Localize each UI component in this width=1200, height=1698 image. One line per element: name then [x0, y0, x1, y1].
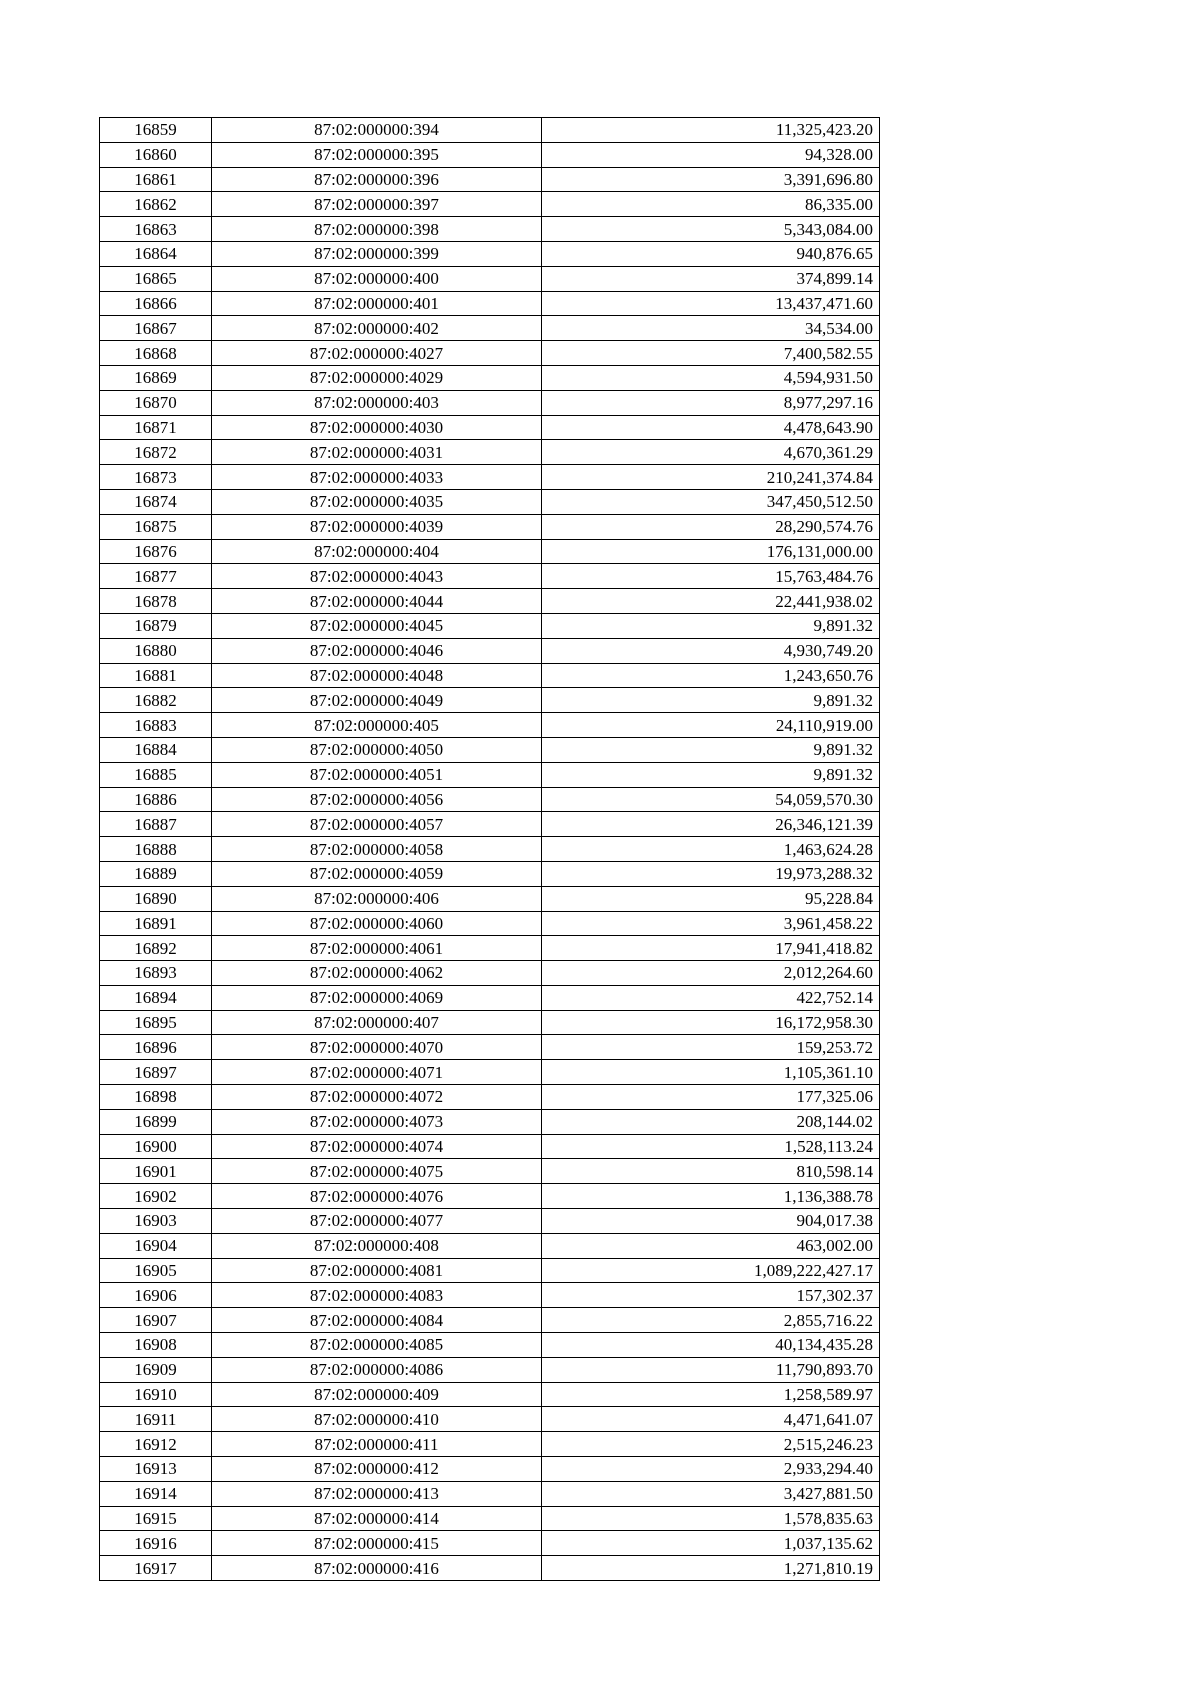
- table-row: [100, 936, 880, 961]
- row-number-cell: 16912: [100, 1432, 212, 1457]
- cadastral-number-cell: 87:02:000000:4043: [212, 564, 542, 589]
- table-row: [100, 415, 880, 440]
- cadastral-number-cell: 87:02:000000:412: [212, 1457, 542, 1482]
- cadastral-number-cell: 87:02:000000:410: [212, 1407, 542, 1432]
- cadastral-number-cell: 87:02:000000:4081: [212, 1258, 542, 1283]
- value-cell: 28,290,574.76: [542, 514, 880, 539]
- row-number-cell: 16911: [100, 1407, 212, 1432]
- table-row: [100, 118, 880, 143]
- table-row: [100, 1481, 880, 1506]
- value-cell: 1,136,388.78: [542, 1184, 880, 1209]
- cadastral-number-cell: 87:02:000000:4030: [212, 415, 542, 440]
- table-row: [100, 1432, 880, 1457]
- table-row: [100, 390, 880, 415]
- cadastral-number-cell: 87:02:000000:4075: [212, 1159, 542, 1184]
- table-row: [100, 1109, 880, 1134]
- table-row: [100, 514, 880, 539]
- cadastral-number-cell: 87:02:000000:4049: [212, 688, 542, 713]
- cadastral-number-cell: 87:02:000000:4074: [212, 1134, 542, 1159]
- cadastral-number-cell: 87:02:000000:4086: [212, 1357, 542, 1382]
- value-cell: 374,899.14: [542, 266, 880, 291]
- value-cell: 11,790,893.70: [542, 1357, 880, 1382]
- row-number-cell: 16886: [100, 787, 212, 812]
- row-number-cell: 16862: [100, 192, 212, 217]
- value-cell: 810,598.14: [542, 1159, 880, 1184]
- table-row: [100, 1134, 880, 1159]
- value-cell: 11,325,423.20: [542, 118, 880, 143]
- value-cell: 34,534.00: [542, 316, 880, 341]
- value-cell: 347,450,512.50: [542, 489, 880, 514]
- value-cell: 1,258,589.97: [542, 1382, 880, 1407]
- row-number-cell: 16864: [100, 241, 212, 266]
- row-number-cell: 16906: [100, 1283, 212, 1308]
- table-row: [100, 1085, 880, 1110]
- value-cell: 940,876.65: [542, 241, 880, 266]
- table-row: [100, 985, 880, 1010]
- cadastral-number-cell: 87:02:000000:4048: [212, 663, 542, 688]
- cadastral-number-cell: 87:02:000000:399: [212, 241, 542, 266]
- row-number-cell: 16860: [100, 142, 212, 167]
- row-number-cell: 16901: [100, 1159, 212, 1184]
- value-cell: 1,271,810.19: [542, 1556, 880, 1581]
- table-row: [100, 787, 880, 812]
- row-number-cell: 16910: [100, 1382, 212, 1407]
- cadastral-number-cell: 87:02:000000:4039: [212, 514, 542, 539]
- row-number-cell: 16872: [100, 440, 212, 465]
- row-number-cell: 16914: [100, 1481, 212, 1506]
- table-row: [100, 217, 880, 242]
- cadastral-number-cell: 87:02:000000:4035: [212, 489, 542, 514]
- value-cell: 2,933,294.40: [542, 1457, 880, 1482]
- row-number-cell: 16916: [100, 1531, 212, 1556]
- cadastral-number-cell: 87:02:000000:4062: [212, 961, 542, 986]
- cadastral-number-cell: 87:02:000000:4056: [212, 787, 542, 812]
- cadastral-number-cell: 87:02:000000:397: [212, 192, 542, 217]
- value-cell: 40,134,435.28: [542, 1333, 880, 1358]
- value-cell: 19,973,288.32: [542, 861, 880, 886]
- value-cell: 17,941,418.82: [542, 936, 880, 961]
- value-cell: 422,752.14: [542, 985, 880, 1010]
- row-number-cell: 16868: [100, 341, 212, 366]
- row-number-cell: 16881: [100, 663, 212, 688]
- value-cell: 22,441,938.02: [542, 589, 880, 614]
- table-row: [100, 737, 880, 762]
- row-number-cell: 16887: [100, 812, 212, 837]
- value-cell: 95,228.84: [542, 886, 880, 911]
- row-number-cell: 16882: [100, 688, 212, 713]
- table-row: [100, 1283, 880, 1308]
- row-number-cell: 16869: [100, 365, 212, 390]
- value-cell: 24,110,919.00: [542, 713, 880, 738]
- value-cell: 1,528,113.24: [542, 1134, 880, 1159]
- row-number-cell: 16892: [100, 936, 212, 961]
- table-row: [100, 316, 880, 341]
- cadastral-number-cell: 87:02:000000:407: [212, 1010, 542, 1035]
- table-row: [100, 440, 880, 465]
- cadastral-number-cell: 87:02:000000:4073: [212, 1109, 542, 1134]
- row-number-cell: 16875: [100, 514, 212, 539]
- cadastral-number-cell: 87:02:000000:413: [212, 1481, 542, 1506]
- row-number-cell: 16893: [100, 961, 212, 986]
- value-cell: 3,391,696.80: [542, 167, 880, 192]
- row-number-cell: 16897: [100, 1060, 212, 1085]
- cadastral-number-cell: 87:02:000000:409: [212, 1382, 542, 1407]
- value-cell: 2,855,716.22: [542, 1308, 880, 1333]
- table-row: [100, 564, 880, 589]
- row-number-cell: 16898: [100, 1085, 212, 1110]
- cadastral-number-cell: 87:02:000000:4027: [212, 341, 542, 366]
- cadastral-number-cell: 87:02:000000:4061: [212, 936, 542, 961]
- row-number-cell: 16880: [100, 638, 212, 663]
- table-row: [100, 291, 880, 316]
- cadastral-number-cell: 87:02:000000:411: [212, 1432, 542, 1457]
- table-row: [100, 1457, 880, 1482]
- cadastral-number-cell: 87:02:000000:401: [212, 291, 542, 316]
- table-row: [100, 266, 880, 291]
- cadastral-number-cell: 87:02:000000:395: [212, 142, 542, 167]
- value-cell: 5,343,084.00: [542, 217, 880, 242]
- cadastral-number-cell: 87:02:000000:414: [212, 1506, 542, 1531]
- table-row: [100, 192, 880, 217]
- row-number-cell: 16904: [100, 1233, 212, 1258]
- row-number-cell: 16908: [100, 1333, 212, 1358]
- table-row: [100, 1333, 880, 1358]
- row-number-cell: 16883: [100, 713, 212, 738]
- table-row: [100, 1159, 880, 1184]
- value-cell: 904,017.38: [542, 1209, 880, 1234]
- table-row: [100, 1556, 880, 1581]
- cadastral-number-cell: 87:02:000000:4069: [212, 985, 542, 1010]
- row-number-cell: 16917: [100, 1556, 212, 1581]
- cadastral-number-cell: 87:02:000000:403: [212, 390, 542, 415]
- table-row: [100, 1233, 880, 1258]
- value-cell: 13,437,471.60: [542, 291, 880, 316]
- row-number-cell: 16915: [100, 1506, 212, 1531]
- cadastral-number-cell: 87:02:000000:4058: [212, 837, 542, 862]
- row-number-cell: 16889: [100, 861, 212, 886]
- row-number-cell: 16902: [100, 1184, 212, 1209]
- table-row: [100, 1308, 880, 1333]
- table-row: [100, 638, 880, 663]
- table-row: [100, 1060, 880, 1085]
- value-cell: 3,961,458.22: [542, 911, 880, 936]
- row-number-cell: 16861: [100, 167, 212, 192]
- value-cell: 1,243,650.76: [542, 663, 880, 688]
- cadastral-number-cell: 87:02:000000:4072: [212, 1085, 542, 1110]
- value-cell: 2,012,264.60: [542, 961, 880, 986]
- table-row: [100, 762, 880, 787]
- row-number-cell: 16867: [100, 316, 212, 341]
- table-row: [100, 341, 880, 366]
- cadastral-number-cell: 87:02:000000:4070: [212, 1035, 542, 1060]
- table-row: [100, 167, 880, 192]
- table-row: [100, 1407, 880, 1432]
- value-cell: 157,302.37: [542, 1283, 880, 1308]
- value-cell: 208,144.02: [542, 1109, 880, 1134]
- table-row: [100, 365, 880, 390]
- value-cell: 7,400,582.55: [542, 341, 880, 366]
- value-cell: 15,763,484.76: [542, 564, 880, 589]
- value-cell: 9,891.32: [542, 613, 880, 638]
- table-row: [100, 241, 880, 266]
- cadastral-number-cell: 87:02:000000:402: [212, 316, 542, 341]
- row-number-cell: 16909: [100, 1357, 212, 1382]
- row-number-cell: 16891: [100, 911, 212, 936]
- row-number-cell: 16878: [100, 589, 212, 614]
- table-row: [100, 861, 880, 886]
- table-row: [100, 886, 880, 911]
- row-number-cell: 16905: [100, 1258, 212, 1283]
- value-cell: 8,977,297.16: [542, 390, 880, 415]
- table-row: [100, 465, 880, 490]
- cadastral-number-cell: 87:02:000000:4051: [212, 762, 542, 787]
- row-number-cell: 16859: [100, 118, 212, 143]
- table-row: [100, 1010, 880, 1035]
- value-cell: 16,172,958.30: [542, 1010, 880, 1035]
- cadastral-number-cell: 87:02:000000:415: [212, 1531, 542, 1556]
- row-number-cell: 16888: [100, 837, 212, 862]
- value-cell: 4,594,931.50: [542, 365, 880, 390]
- row-number-cell: 16899: [100, 1109, 212, 1134]
- row-number-cell: 16896: [100, 1035, 212, 1060]
- row-number-cell: 16895: [100, 1010, 212, 1035]
- row-number-cell: 16907: [100, 1308, 212, 1333]
- table-row: [100, 1506, 880, 1531]
- row-number-cell: 16879: [100, 613, 212, 638]
- row-number-cell: 16900: [100, 1134, 212, 1159]
- row-number-cell: 16866: [100, 291, 212, 316]
- value-cell: 54,059,570.30: [542, 787, 880, 812]
- value-cell: 463,002.00: [542, 1233, 880, 1258]
- value-cell: 3,427,881.50: [542, 1481, 880, 1506]
- row-number-cell: 16890: [100, 886, 212, 911]
- row-number-cell: 16870: [100, 390, 212, 415]
- table-row: [100, 489, 880, 514]
- table-body: [100, 118, 880, 1581]
- cadastral-number-cell: 87:02:000000:394: [212, 118, 542, 143]
- row-number-cell: 16884: [100, 737, 212, 762]
- cadastral-number-cell: 87:02:000000:404: [212, 539, 542, 564]
- table-row: [100, 911, 880, 936]
- cadastral-number-cell: 87:02:000000:4044: [212, 589, 542, 614]
- row-number-cell: 16903: [100, 1209, 212, 1234]
- value-cell: 1,089,222,427.17: [542, 1258, 880, 1283]
- value-cell: 159,253.72: [542, 1035, 880, 1060]
- cadastral-number-cell: 87:02:000000:396: [212, 167, 542, 192]
- table-row: [100, 1258, 880, 1283]
- value-cell: 86,335.00: [542, 192, 880, 217]
- cadastral-number-cell: 87:02:000000:4033: [212, 465, 542, 490]
- value-cell: 1,578,835.63: [542, 1506, 880, 1531]
- cadastral-number-cell: 87:02:000000:4085: [212, 1333, 542, 1358]
- row-number-cell: 16913: [100, 1457, 212, 1482]
- table-row: [100, 613, 880, 638]
- value-cell: 26,346,121.39: [542, 812, 880, 837]
- value-cell: 4,670,361.29: [542, 440, 880, 465]
- table-row: [100, 589, 880, 614]
- cadastral-number-cell: 87:02:000000:4071: [212, 1060, 542, 1085]
- table-row: [100, 837, 880, 862]
- value-cell: 9,891.32: [542, 737, 880, 762]
- row-number-cell: 16873: [100, 465, 212, 490]
- value-cell: 4,471,641.07: [542, 1407, 880, 1432]
- row-number-cell: 16877: [100, 564, 212, 589]
- cadastral-number-cell: 87:02:000000:4076: [212, 1184, 542, 1209]
- cadastral-number-cell: 87:02:000000:4059: [212, 861, 542, 886]
- value-cell: 176,131,000.00: [542, 539, 880, 564]
- cadastral-number-cell: 87:02:000000:408: [212, 1233, 542, 1258]
- cadastral-number-cell: 87:02:000000:4046: [212, 638, 542, 663]
- value-cell: 2,515,246.23: [542, 1432, 880, 1457]
- cadastral-number-cell: 87:02:000000:4045: [212, 613, 542, 638]
- table-row: [100, 1184, 880, 1209]
- table-row: [100, 961, 880, 986]
- value-cell: 4,478,643.90: [542, 415, 880, 440]
- cadastral-number-cell: 87:02:000000:4031: [212, 440, 542, 465]
- value-cell: 9,891.32: [542, 688, 880, 713]
- table-row: [100, 663, 880, 688]
- table-row: [100, 539, 880, 564]
- row-number-cell: 16865: [100, 266, 212, 291]
- table-row: [100, 1357, 880, 1382]
- row-number-cell: 16876: [100, 539, 212, 564]
- row-number-cell: 16885: [100, 762, 212, 787]
- table-row: [100, 1382, 880, 1407]
- value-cell: 9,891.32: [542, 762, 880, 787]
- table-row: [100, 713, 880, 738]
- value-cell: 1,037,135.62: [542, 1531, 880, 1556]
- cadastral-number-cell: 87:02:000000:4057: [212, 812, 542, 837]
- table-row: [100, 688, 880, 713]
- table-row: [100, 1531, 880, 1556]
- table-row: [100, 1209, 880, 1234]
- cadastral-value-table: [99, 117, 880, 1581]
- cadastral-number-cell: 87:02:000000:4083: [212, 1283, 542, 1308]
- table-row: [100, 812, 880, 837]
- cadastral-number-cell: 87:02:000000:4060: [212, 911, 542, 936]
- table-row: [100, 142, 880, 167]
- cadastral-number-cell: 87:02:000000:4050: [212, 737, 542, 762]
- row-number-cell: 16863: [100, 217, 212, 242]
- value-cell: 94,328.00: [542, 142, 880, 167]
- cadastral-number-cell: 87:02:000000:4084: [212, 1308, 542, 1333]
- value-cell: 1,105,361.10: [542, 1060, 880, 1085]
- value-cell: 4,930,749.20: [542, 638, 880, 663]
- cadastral-number-cell: 87:02:000000:405: [212, 713, 542, 738]
- row-number-cell: 16871: [100, 415, 212, 440]
- value-cell: 210,241,374.84: [542, 465, 880, 490]
- row-number-cell: 16874: [100, 489, 212, 514]
- table-row: [100, 1035, 880, 1060]
- cadastral-number-cell: 87:02:000000:416: [212, 1556, 542, 1581]
- value-cell: 177,325.06: [542, 1085, 880, 1110]
- row-number-cell: 16894: [100, 985, 212, 1010]
- cadastral-number-cell: 87:02:000000:406: [212, 886, 542, 911]
- cadastral-number-cell: 87:02:000000:400: [212, 266, 542, 291]
- cadastral-number-cell: 87:02:000000:398: [212, 217, 542, 242]
- value-cell: 1,463,624.28: [542, 837, 880, 862]
- cadastral-number-cell: 87:02:000000:4077: [212, 1209, 542, 1234]
- cadastral-number-cell: 87:02:000000:4029: [212, 365, 542, 390]
